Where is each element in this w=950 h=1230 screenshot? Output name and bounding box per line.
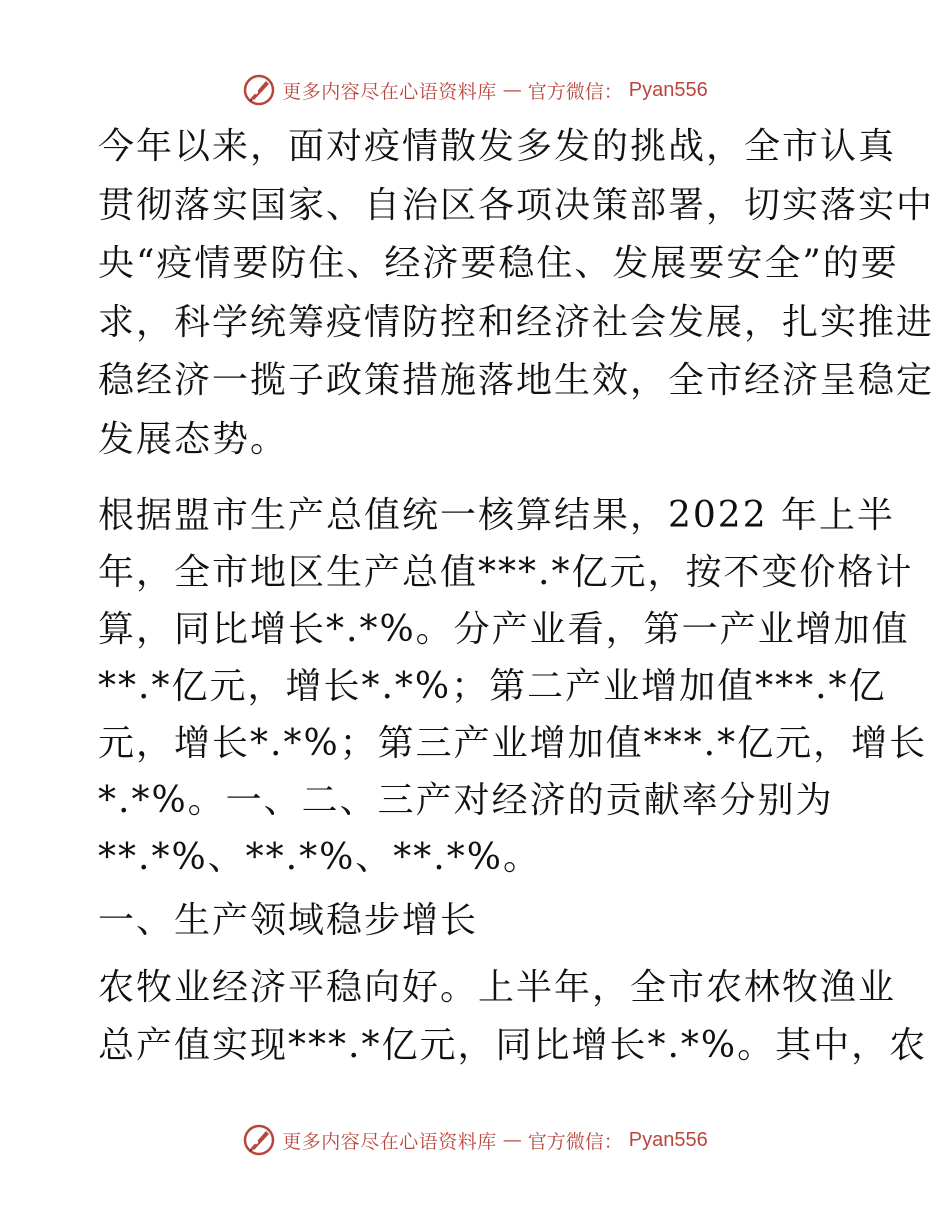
footer-banner [0,1120,950,1160]
text-line: *.*%。一、二、三产对经济的贡献率分别为 [98,780,834,821]
footer-wechat-label: 官方微信： [527,1130,623,1153]
paragraph-agriculture [98,959,928,1076]
document-body [98,118,935,1076]
text-line: 年，全市地区生产总值***.*亿元，按不变价格计 [98,552,914,593]
header-wechat-label: 官方微信： [527,80,623,103]
text-line: 总产值实现***.*亿元，同比增长*.*%。其中，农 [98,1025,928,1066]
text-line: 央“疫情要防住、经济要稳住、发展要安全”的要 [98,243,899,284]
footer-dash: — [502,1129,522,1151]
section-heading [98,892,858,951]
footer-site-text: 更多内容尽在心语资料库 [282,1130,497,1153]
text-line: 元，增长*.*%；第三产业增加值***.*亿元，增长 [98,723,928,764]
text-line: **.*亿元，增长*.*%；第二产业增加值***.*亿 [98,666,887,707]
header-dash: — [502,79,522,101]
header-wechat-id: Pyan556 [628,78,708,101]
paragraph-gdp [98,487,928,886]
text-line: 算，同比增长*.*%。分产业看，第一产业增加值 [98,609,910,650]
header-banner [0,70,950,110]
footer-wechat-id: Pyan556 [628,1128,708,1151]
text-line: 求，科学统筹疫情防控和经济社会发展，扎实推进 [98,301,935,343]
text-line: 根据盟市生产总值统一核算结果，2022 年上半 [98,495,896,536]
text-line: 一、生产领域稳步增长 [98,900,479,941]
text-line: 农牧业经济平稳向好。上半年，全市农林牧渔业 [98,966,897,1008]
quill-logo-icon [242,73,276,107]
text-line: 今年以来，面对疫情散发多发的挑战，全市认真 [98,126,897,167]
quill-logo-icon [242,1123,276,1157]
text-line: 发展态势。 [98,418,289,460]
text-line: 稳经济一揽子政策措施落地生效，全市经济呈稳定 [98,360,935,401]
text-line: 贯彻落实国家、自治区各项决策部署，切实落实中 [98,184,935,226]
text-line: **.*%、**.*%、**.*%。 [98,837,541,878]
header-site-text: 更多内容尽在心语资料库 [282,80,497,103]
paragraph-intro [98,118,935,469]
